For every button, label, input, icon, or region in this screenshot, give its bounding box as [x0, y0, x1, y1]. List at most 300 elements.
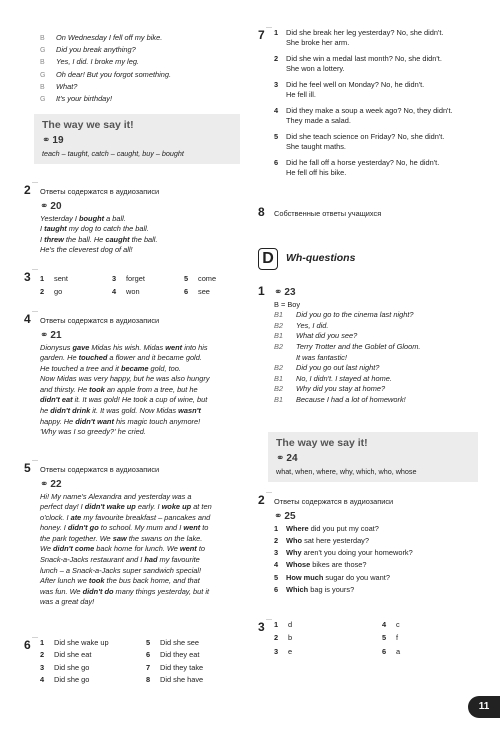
exercise-d3: [258, 617, 486, 656]
answer: They made a salad.: [286, 116, 351, 125]
text-line: [40, 534, 246, 545]
text-segment: it. It was gold! He took a cup of wine, but: [72, 395, 208, 405]
question: Did he fall off a horse yesterday? No, he didn't.: [286, 158, 440, 167]
text-line: [40, 576, 246, 587]
text-segment: Dionysus: [40, 342, 73, 352]
answer: She won a lottery.: [286, 64, 345, 73]
text-segment: to school. My mum and I: [98, 523, 184, 533]
text-line: [40, 385, 246, 396]
dialog-text: Yes, I did. I broke my leg.: [56, 57, 139, 67]
item-text: come: [198, 274, 217, 283]
text-line: [40, 214, 246, 225]
text-segment: was fun. We: [40, 586, 83, 596]
answer-word: didn't eat: [40, 395, 73, 405]
text-segment: the ball.: [129, 234, 158, 244]
dialog-line: [40, 57, 246, 69]
question-rest: bag is yours?: [308, 584, 355, 594]
item-text: [286, 548, 413, 557]
text-segment: early. I: [135, 502, 162, 512]
dialog-line: [274, 310, 486, 321]
text-segment: lunch – a Snack-a-Jacks super sandwich special!: [40, 565, 202, 575]
item-text: [286, 585, 354, 594]
exercise-number: 6 —: [24, 635, 38, 652]
answer-item: [382, 633, 442, 642]
item-text: [286, 54, 442, 74]
audio-track-20: [40, 201, 246, 214]
question-word: Which: [286, 584, 309, 594]
dialog-line: [274, 331, 486, 342]
text-line: [40, 502, 246, 513]
question: Did he feel well on Monday? No, he didn't.: [286, 80, 425, 89]
question-rest: aren't you doing your homework?: [301, 548, 413, 557]
speaker: B2: [274, 384, 284, 394]
text-line: [40, 566, 246, 577]
text-segment: honey. I: [40, 523, 68, 533]
exercise-number: 3 —: [24, 267, 38, 284]
item-text: forget: [126, 274, 145, 283]
text-line: [40, 587, 246, 598]
exercise-4: [24, 309, 246, 438]
answer-word: woke up: [161, 502, 192, 512]
speaker: B: [40, 59, 45, 67]
answer-item: [274, 80, 453, 100]
text-segment: After lunch we: [40, 576, 89, 586]
answer-item: [112, 274, 184, 283]
item-text: [286, 536, 369, 545]
text-line: [40, 343, 246, 354]
speaker: G: [40, 47, 46, 55]
speaker: B1: [274, 310, 284, 320]
exercise-note: Ответы содержатся в аудиозаписи: [40, 465, 160, 474]
dialog-line: [40, 70, 246, 82]
item-text: [286, 28, 444, 48]
answer-word: gave: [72, 342, 90, 352]
answer-item: [274, 620, 382, 629]
item-text: [286, 560, 367, 569]
dialog-line: [274, 353, 486, 364]
item-number: 4: [274, 106, 279, 115]
exercise-d2-answers: [274, 524, 486, 595]
text-segment: the ball. He: [63, 234, 106, 244]
answer-word: ate: [70, 512, 82, 522]
dialog-text: Yes, I did.: [296, 320, 329, 330]
question: Did they make a soup a week ago? No, they didn't.: [286, 106, 453, 115]
text-segment: He's the cleverest dog of all!: [40, 245, 133, 255]
answer-word: didn't do: [82, 586, 114, 596]
text-segment: a ball.: [104, 213, 126, 223]
exercise-note: Ответы содержатся в аудиозаписи: [40, 187, 160, 196]
exercise-6: [24, 635, 246, 684]
item-number: 1: [274, 523, 279, 533]
item-number: 1: [40, 638, 45, 647]
text-line: [40, 406, 246, 417]
text-line: [40, 513, 246, 524]
text-segment: at ten: [191, 502, 212, 512]
answer-word: bought: [79, 213, 105, 223]
exercise-3-answers: [40, 274, 244, 297]
track-number: 25: [284, 511, 296, 522]
item-text: a: [396, 646, 401, 656]
headphones-icon: ⚭: [40, 201, 49, 212]
the-way-we-say-it-box: [34, 114, 240, 164]
box-title: The way we say it!: [276, 437, 368, 449]
text-segment: and thirsty. He: [40, 384, 90, 394]
item-number: 4: [274, 560, 279, 570]
item-number: 1: [40, 274, 45, 283]
headphones-icon: ⚭: [276, 453, 285, 465]
box-title: The way we say it!: [42, 119, 134, 131]
dialog-line: [274, 342, 486, 353]
item-number: 1: [274, 620, 279, 629]
exercise-3: [24, 267, 246, 297]
legend: B = Boy: [274, 299, 301, 309]
exercise-number: 7 —: [258, 25, 272, 42]
dialog-continuation: [40, 33, 246, 106]
question-rest: sat here yesterday?: [302, 535, 369, 545]
text-line: [40, 224, 246, 235]
track-number: 19: [52, 135, 64, 147]
text-line: [40, 353, 246, 364]
text-segment: my favourite breakfast – pancakes and: [81, 512, 211, 522]
exercise-number: 1: [258, 284, 265, 298]
text-segment: he: [40, 406, 51, 416]
audio-track-23: [274, 287, 296, 300]
answer: He fell off his bike.: [286, 168, 347, 177]
answer-word: saw: [112, 533, 127, 543]
dialog-text: Did you go out last night?: [296, 363, 380, 373]
answer-item: [40, 650, 146, 659]
section-header: [258, 248, 355, 270]
text-segment: it. It was gold. Now Midas: [90, 406, 179, 416]
answer-item: [40, 287, 112, 296]
answer-item: [146, 650, 246, 659]
exercise-note: Ответы содержатся в аудиозаписи: [40, 316, 160, 325]
text-segment: perfect day! I: [40, 502, 85, 512]
item-number: 3: [274, 80, 279, 89]
item-text: [286, 80, 424, 100]
exercise-4-text: [40, 343, 246, 438]
text-segment: the park together. We: [40, 533, 113, 543]
question-rest: bikes are those?: [310, 560, 367, 570]
answer-item: [274, 573, 486, 582]
dialog-text: It's your birthday!: [56, 93, 113, 103]
dialog-lines: [274, 310, 486, 405]
track-number: 24: [286, 453, 298, 465]
question-word: Where: [286, 523, 309, 533]
item-text: Did she wake up: [54, 638, 109, 647]
dialog-text: Why did you stay at home?: [296, 384, 386, 394]
answer-item: [112, 287, 184, 296]
box-words: teach – taught, catch – caught, buy – bought: [42, 148, 184, 158]
answer-item: [40, 663, 146, 672]
item-number: 6: [146, 650, 151, 660]
answer-item: [40, 274, 112, 283]
track-number: 23: [284, 287, 296, 298]
answer-item: [274, 536, 486, 545]
exercise-2: [24, 180, 246, 256]
exercise-8: [258, 205, 486, 220]
item-number: 5: [274, 572, 279, 582]
text-line: [40, 492, 246, 503]
dialog-line: [274, 321, 486, 332]
box-words: what, when, where, why, which, who, whose: [276, 466, 417, 476]
text-segment: Hi! My name's Alexandra and yesterday was a: [40, 491, 192, 501]
text-segment: into his: [182, 342, 208, 352]
speaker: [274, 353, 296, 364]
answer-word: had: [144, 555, 158, 565]
exercise-number: 8: [258, 205, 265, 219]
item-number: 5: [146, 638, 151, 647]
item-number: 8: [146, 674, 151, 684]
dialog-text: It was fantastic!: [296, 352, 347, 362]
text-segment: I: [40, 234, 45, 244]
audio-track-24: [276, 453, 472, 466]
dialog-text: On Wednesday I fell off my bike.: [56, 33, 163, 42]
dialog-text: What did you see?: [296, 331, 358, 341]
text-line: [40, 544, 246, 555]
text-segment: my dog to catch the ball.: [66, 224, 149, 234]
headphones-icon: ⚭: [274, 511, 283, 522]
answer: She taught maths.: [286, 142, 346, 151]
item-text: [286, 132, 444, 152]
dialog-line: [40, 94, 246, 106]
dialog-line: [40, 45, 246, 57]
exercise-note: Собственные ответы учащихся: [274, 209, 382, 218]
answer-item: [274, 28, 453, 48]
answer-word: didn't come: [53, 544, 95, 554]
item-number: 2: [274, 633, 279, 643]
item-number: 3: [112, 274, 117, 283]
answer-word: didn't wake up: [84, 502, 136, 512]
text-segment: garden. He: [40, 353, 79, 363]
dialog-text: Did you go to the cinema last night?: [296, 310, 414, 320]
question-word: Who: [286, 535, 303, 545]
answer-word: went: [183, 523, 201, 533]
headphones-icon: ⚭: [40, 330, 49, 341]
item-text: [286, 573, 390, 582]
text-line: [40, 245, 246, 256]
item-number: 1: [274, 28, 279, 37]
item-number: 5: [274, 132, 279, 141]
text-line: [40, 235, 246, 246]
speaker: B1: [274, 331, 284, 341]
answer-item: [274, 54, 453, 74]
item-number: 2: [274, 535, 279, 545]
item-number: 4: [382, 620, 387, 629]
exercise-d2: [258, 490, 486, 597]
question: Did she break her leg yesterday? No, she didn't.: [286, 28, 444, 37]
item-number: 5: [382, 633, 387, 643]
text-segment: 'Why was I so greedy?' he cried.: [40, 427, 146, 437]
item-number: 6: [184, 287, 189, 297]
audio-track-19: [42, 135, 234, 148]
speaker: B2: [274, 363, 284, 373]
section-letter: D: [258, 248, 278, 270]
item-text: Did she go: [54, 662, 90, 672]
text-line: [40, 364, 246, 375]
item-number: 4: [112, 287, 117, 297]
answer-item: [146, 638, 246, 647]
track-number: 21: [50, 330, 62, 341]
item-number: 3: [274, 548, 279, 557]
answer-word: went: [165, 342, 183, 352]
answer-item: [274, 524, 486, 533]
text-segment: was a great day!: [40, 597, 95, 607]
text-segment: We: [40, 544, 54, 554]
item-number: 5: [184, 274, 189, 283]
answer-item: [146, 663, 246, 672]
dialog-text: Oh dear! But you forgot something.: [56, 69, 172, 79]
item-number: 3: [274, 646, 279, 656]
exercise-number: 2 —: [24, 180, 38, 197]
answer-word: didn't drink: [50, 406, 91, 416]
exercise-7-answers: [274, 28, 453, 184]
item-text: b: [288, 633, 293, 643]
item-number: 2: [40, 650, 45, 660]
exercise-note: Ответы содержатся в аудиозаписи: [274, 497, 394, 506]
answer-item: [40, 675, 146, 684]
item-text: won: [126, 287, 140, 297]
track-number: 20: [50, 201, 62, 212]
item-text: e: [288, 646, 293, 656]
answer-item: [184, 287, 244, 296]
answer-item: [146, 675, 246, 684]
text-line: [40, 597, 246, 608]
answer-item: [274, 158, 453, 178]
text-line: [40, 417, 246, 428]
exercise-number: 2 —: [258, 490, 272, 507]
dialog-text: Terry Trotter and the Goblet of Gloom.: [296, 342, 421, 352]
answer-word: caught: [105, 234, 130, 244]
exercise-5: [24, 458, 246, 608]
speaker: G: [40, 71, 46, 79]
item-text: Did she see: [160, 638, 200, 647]
text-segment: o'clock. I: [40, 512, 71, 522]
item-text: Did she have: [160, 674, 204, 684]
exercise-d1: [258, 284, 486, 406]
question-rest: sugar do you want?: [323, 572, 390, 582]
text-segment: to: [200, 523, 209, 533]
exercise-number: 3 —: [258, 617, 272, 634]
item-text: Did they eat: [160, 650, 200, 660]
item-text: [286, 524, 379, 533]
headphones-icon: ⚭: [42, 135, 51, 147]
text-line: [40, 427, 246, 438]
exercise-number: 5 —: [24, 458, 38, 475]
answer-item: [274, 560, 486, 569]
headphones-icon: ⚭: [274, 287, 283, 298]
item-text: f: [396, 633, 399, 643]
exercise-6-answers: [40, 638, 246, 684]
dialog-line: [274, 374, 486, 385]
question: Did she teach science on Friday? No, she didn't.: [286, 132, 445, 141]
track-number: 22: [50, 479, 62, 490]
answer-item: [274, 132, 453, 152]
answer-word: wasn't: [178, 406, 201, 416]
item-number: 2: [40, 287, 45, 297]
item-number: 6: [382, 646, 387, 656]
text-segment: He touched a tree and it: [40, 363, 121, 373]
dialog-line: [274, 363, 486, 374]
answer-word: went: [179, 544, 197, 554]
item-number: 7: [146, 662, 151, 672]
exercise-d3-answers: [274, 620, 442, 656]
question-word: Whose: [286, 560, 311, 570]
text-line: [40, 523, 246, 534]
dialog-text: Did you break anything?: [56, 45, 136, 55]
text-segment: the swans on the lake.: [126, 533, 203, 543]
text-line: [40, 555, 246, 566]
audio-track-21: [40, 330, 246, 343]
dialog-text: No, I didn't. I stayed at home.: [296, 373, 392, 383]
answer-word: threw: [44, 234, 64, 244]
headphones-icon: ⚭: [40, 479, 49, 490]
dialog-text: Because I had a lot of homework!: [296, 395, 406, 405]
answer-word: touched: [78, 353, 108, 363]
answer-word: became: [120, 363, 149, 373]
answer-item: [274, 585, 486, 594]
answer-item: [382, 620, 442, 629]
speaker: B2: [274, 320, 284, 330]
answer-word: took: [89, 384, 105, 394]
question-rest: did you put my coat?: [308, 523, 379, 533]
item-text: Did they take: [160, 662, 204, 672]
question-word: Why: [286, 548, 302, 557]
dialog-line: [274, 395, 486, 406]
dialog-line: [274, 384, 486, 395]
text-segment: Yesterday I: [40, 213, 80, 223]
answer: He fell ill.: [286, 90, 316, 99]
item-text: Did she eat: [54, 650, 92, 660]
text-segment: Midas his wish. Midas: [89, 342, 166, 352]
answer-item: [274, 548, 486, 557]
answer-word: didn't want: [75, 416, 114, 426]
item-text: [286, 106, 453, 126]
answer-item: [274, 647, 382, 656]
question-word: How much: [286, 572, 324, 582]
answer-word: taught: [44, 224, 67, 234]
exercise-5-text: [40, 492, 246, 609]
dialog-line: [40, 82, 246, 94]
speaker: B2: [274, 342, 284, 352]
item-number: 2: [274, 54, 279, 63]
text-segment: the bus back home, and that: [104, 576, 200, 586]
exercise-7: [258, 25, 486, 184]
text-segment: to: [196, 544, 205, 554]
item-text: [286, 158, 439, 178]
audio-track-25: [274, 511, 486, 524]
item-text: see: [198, 287, 210, 297]
speaker: G: [40, 95, 46, 103]
answer-item: [274, 633, 382, 642]
answer-item: [274, 106, 453, 126]
text-line: [40, 374, 246, 385]
item-text: c: [396, 620, 400, 629]
text-segment: gold, too.: [148, 363, 181, 373]
speaker: B1: [274, 373, 284, 383]
page-number: 11: [468, 696, 500, 718]
text-segment: my favourite: [157, 555, 200, 565]
exercise-2-text: [40, 214, 246, 256]
text-segment: Snack-a-Jacks restaurant and I: [40, 555, 145, 565]
text-segment: I: [40, 224, 45, 234]
item-number: 6: [274, 584, 279, 594]
item-text: d: [288, 620, 293, 629]
answer-word: took: [88, 576, 105, 586]
item-number: 6: [274, 158, 279, 167]
answer-item: [382, 647, 442, 656]
answer-item: [184, 274, 244, 283]
